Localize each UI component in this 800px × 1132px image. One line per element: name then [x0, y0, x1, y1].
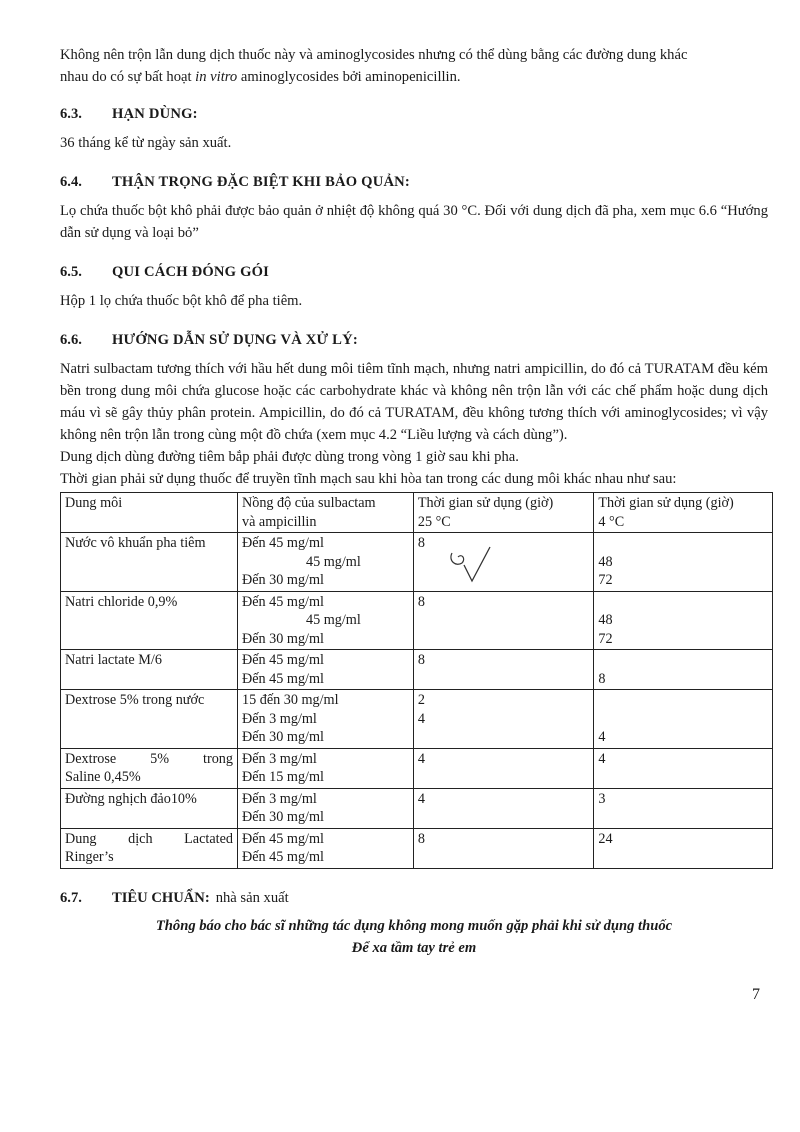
cell-solvent: Natri lactate M/6: [61, 650, 238, 690]
cell-concentration: Đến 45 mg/ml Đến 45 mg/ml: [237, 828, 413, 868]
section-number: 6.3.: [60, 106, 82, 122]
intro-paragraph: [60, 44, 768, 88]
section-body: 36 tháng kể từ ngày sản xuất.: [60, 135, 232, 151]
cell-concentration: Đến 3 mg/ml Đến 30 mg/ml: [237, 788, 413, 828]
table-row: [61, 533, 773, 592]
section-paragraph-2: Dung dịch dùng đường tiêm bắp phải được dùng trong vòng 1 giờ sau khi pha.: [60, 449, 519, 465]
header-time-4c: Thời gian sử dụng (giờ) 4 °C: [594, 493, 773, 533]
cell-time-4c: 24: [594, 828, 773, 868]
cell-solvent: Đường nghịch đảo10%: [61, 788, 238, 828]
cell-solvent: Natri chloride 0,9%: [61, 591, 238, 650]
table-row: [61, 650, 773, 690]
section-number: 6.5.: [60, 264, 82, 280]
cell-time-25c: 8: [413, 828, 594, 868]
section-number: 6.4.: [60, 174, 82, 190]
section-paragraph-3: Thời gian phải sử dụng thuốc để truyền tĩnh mạch sau khi hòa tan trong các dung môi khác nhau như sau:: [60, 471, 677, 487]
section-6-4: [60, 170, 768, 244]
cell-time-25c: 2 4: [413, 690, 594, 749]
cell-concentration: Đến 3 mg/ml Đến 15 mg/ml: [237, 748, 413, 788]
cell-time-4c: 4: [594, 690, 773, 749]
document-page: [60, 44, 768, 959]
table-row: [61, 788, 773, 828]
intro-line-2: nhau do có sự bất hoạt in vitro aminoglycosides bởi aminopenicillin.: [60, 69, 461, 85]
section-6-3: [60, 102, 768, 154]
cell-concentration: Đến 45 mg/ml 45 mg/ml Đến 30 mg/ml: [237, 533, 413, 592]
section-body: Hộp 1 lọ chứa thuốc bột khô để pha tiêm.: [60, 293, 303, 309]
section-title: HẠN DÙNG:: [112, 106, 198, 122]
header-solvent: Dung môi: [61, 493, 238, 533]
cell-time-25c: 4: [413, 748, 594, 788]
section-title: THẬN TRỌNG ĐẶC BIỆT KHI BẢO QUẢN:: [112, 174, 410, 190]
section-6-7: [60, 887, 768, 909]
table-row: [61, 748, 773, 788]
cell-time-25c: 8: [413, 533, 594, 592]
cell-solvent: Dextrose 5% trong Saline 0,45%: [61, 748, 238, 788]
intro-line-1: Không nên trộn lẫn dung dịch thuốc này và aminoglycosides nhưng có thể dùng bằng các đường dung khác: [60, 47, 688, 63]
section-value: nhà sản xuất: [215, 889, 289, 906]
cell-time-25c: 4: [413, 788, 594, 828]
cell-concentration: 15 đến 30 mg/ml Đến 3 mg/ml Đến 30 mg/ml: [237, 690, 413, 749]
warning-keep-from-children: Để xa tầm tay trẻ em: [351, 939, 477, 956]
section-6-5: [60, 260, 768, 312]
table-row: [61, 828, 773, 868]
section-number: 6.7.: [60, 889, 82, 906]
cell-solvent: Dextrose 5% trong nước: [61, 690, 238, 749]
table-header-row: [61, 493, 773, 533]
cell-time-4c: 8: [594, 650, 773, 690]
section-6-6: [60, 328, 768, 869]
cell-time-4c: 4: [594, 748, 773, 788]
cell-solvent: Dung dịch Lactated Ringer’s: [61, 828, 238, 868]
cell-time-25c: 8: [413, 591, 594, 650]
cell-concentration: Đến 45 mg/ml Đến 45 mg/ml: [237, 650, 413, 690]
header-concentration: Nồng độ của sulbactam và ampicillin: [237, 493, 413, 533]
warning-report-side-effects: Thông báo cho bác sĩ những tác dụng không mong muốn gặp phải khi sử dụng thuốc: [155, 917, 673, 934]
header-time-25c: Thời gian sử dụng (giờ) 25 °C: [413, 493, 594, 533]
cell-concentration: Đến 45 mg/ml 45 mg/ml Đến 30 mg/ml: [237, 591, 413, 650]
section-title: QUI CÁCH ĐÓNG GÓI: [112, 264, 270, 280]
section-title: HƯỚNG DẪN SỬ DỤNG VÀ XỬ LÝ:: [112, 332, 358, 348]
table-row: [61, 591, 773, 650]
section-number: 6.6.: [60, 332, 82, 348]
cell-time-4c: 48 72: [594, 591, 773, 650]
page-number: 7: [752, 986, 760, 1003]
section-title: TIÊU CHUẨN:: [112, 889, 210, 906]
cell-time-25c: 8: [413, 650, 594, 690]
cell-solvent: Nước vô khuẩn pha tiêm: [61, 533, 238, 592]
table-row: [61, 690, 773, 749]
cell-time-4c: 48 72: [594, 533, 773, 592]
handwritten-check-mark: [446, 541, 496, 589]
stability-table: [60, 492, 773, 869]
cell-time-4c: 3: [594, 788, 773, 828]
section-paragraph-1: Natri sulbactam tương thích với hầu hết dung môi tiêm tĩnh mạch, nhưng natri ampicillin, do đó cả TURATAM đều kém bền trong dung môi chứa glucose hoặc các carbohydrate khác và không nên trộn lẫn với các chế phẩm hoặc dung dịch máu vì sẽ gây thủy phân protein. Ampicillin, do đó cả TURATAM, đều không tương thích với aminoglycosides; vì vậy không nên trộn lẫn trong cùng một đồ chứa (xem mục 4.2 “Liều lượng và cách dùng”).: [60, 361, 768, 443]
section-body: Lọ chứa thuốc bột khô phải được bảo quản ở nhiệt độ không quá 30 °C. Đối với dung dịch đã pha, xem mục 6.6 “Hướng dẫn sử dụng và loại bỏ”: [60, 203, 768, 241]
